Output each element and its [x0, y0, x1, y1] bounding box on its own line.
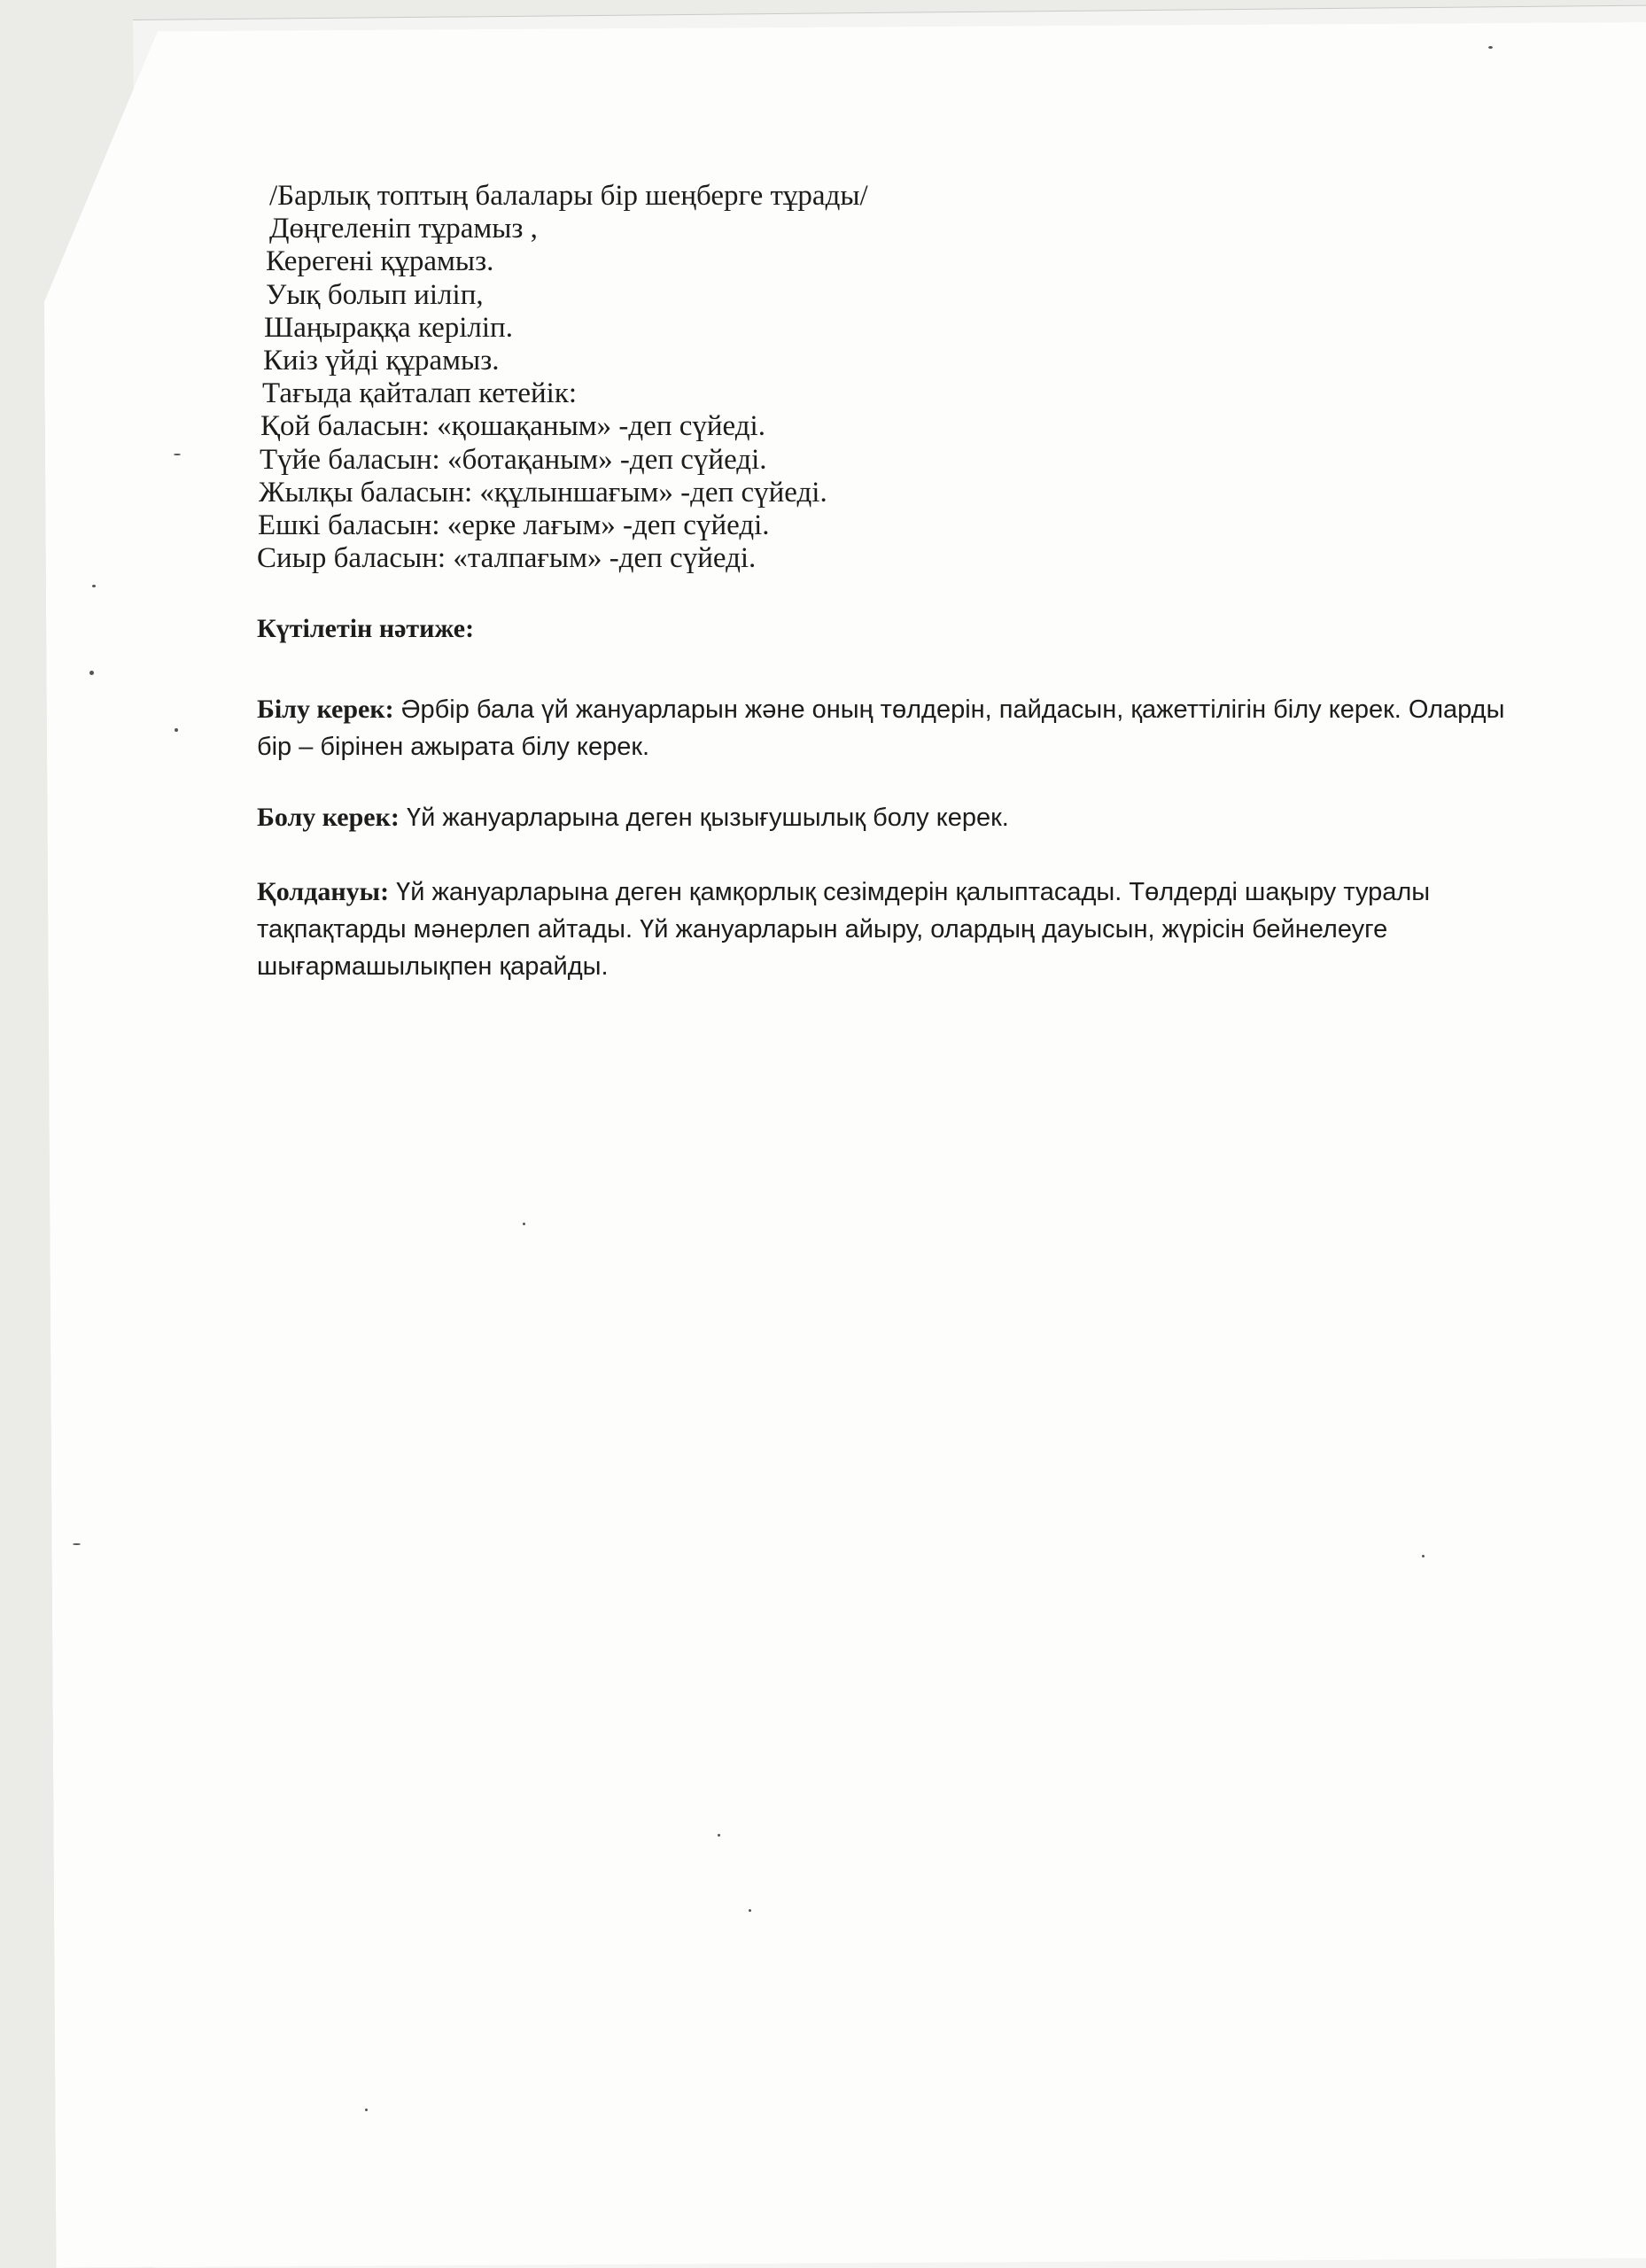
dust-speck [749, 1909, 751, 1912]
dust-speck [175, 728, 178, 732]
know-text: Әрбір бала үй жануарларын және оның төлдерін, пайдасын, қажеттілігін білу керек. Оларды бір – бірінен ажырата білу керек. [257, 695, 1505, 762]
dust-speck [174, 454, 181, 455]
be-text: Үй жануарларына деген қызығушылық болу керек. [399, 804, 1009, 833]
dust-speck [523, 1223, 525, 1225]
dust-speck [1488, 46, 1493, 49]
verse-line: Түйе баласын: «ботақаным» -деп сүйеді. [260, 443, 767, 476]
dust-speck [73, 1543, 81, 1545]
verse-line: Керегені құрамыз. [266, 245, 494, 278]
know-label: Білу керек: [257, 695, 394, 725]
dust-speck [89, 671, 94, 675]
verse-line: Киіз үйді құрамыз. [263, 345, 500, 377]
verse-line: Уық болып иіліп, [266, 278, 484, 311]
be-label: Болу керек: [257, 803, 400, 833]
know-section [257, 691, 1515, 765]
document-content [257, 180, 1533, 985]
verse-line: Сиыр баласын: «талпағым» -деп сүйеді. [257, 542, 757, 575]
dust-speck [365, 2109, 368, 2111]
apply-text: Үй жануарларына деген қамқорлық сезімдерін қалыптасады. Төлдерді шақыру туралы тақпақтарды мәнерлеп айтады. Үй жануарларын айыру, олардың дауысын, жүрісін бейнелеуге шығармашылықпен қарайды. [257, 878, 1431, 982]
verse-line: Жылқы баласын: «құлыншағым» -деп сүйеді. [259, 476, 827, 509]
dust-speck [1422, 1555, 1425, 1557]
dust-speck [718, 1834, 720, 1837]
apply-section [257, 874, 1515, 985]
verse-line: Шаңыраққа керіліп. [264, 311, 513, 344]
verse-block [257, 180, 1533, 575]
verse-line: Тағыда қайталап кетейік: [262, 377, 578, 410]
be-section [257, 799, 1515, 836]
expected-result-heading: Күтілетін нәтиже: [257, 614, 475, 644]
apply-label: Қолдануы: [257, 877, 390, 907]
verse-line: /Барлық топтың балалары бір шеңберге тұрады/ [269, 180, 868, 212]
verse-line: Ешкі баласын: «ерке лағым» -деп сүйеді. [258, 509, 770, 542]
verse-line: Дөңгеленіп тұрамыз , [269, 213, 538, 245]
verse-line: Қой баласын: «қошақаным» -деп сүйеді. [260, 410, 765, 443]
dust-speck [92, 585, 96, 587]
